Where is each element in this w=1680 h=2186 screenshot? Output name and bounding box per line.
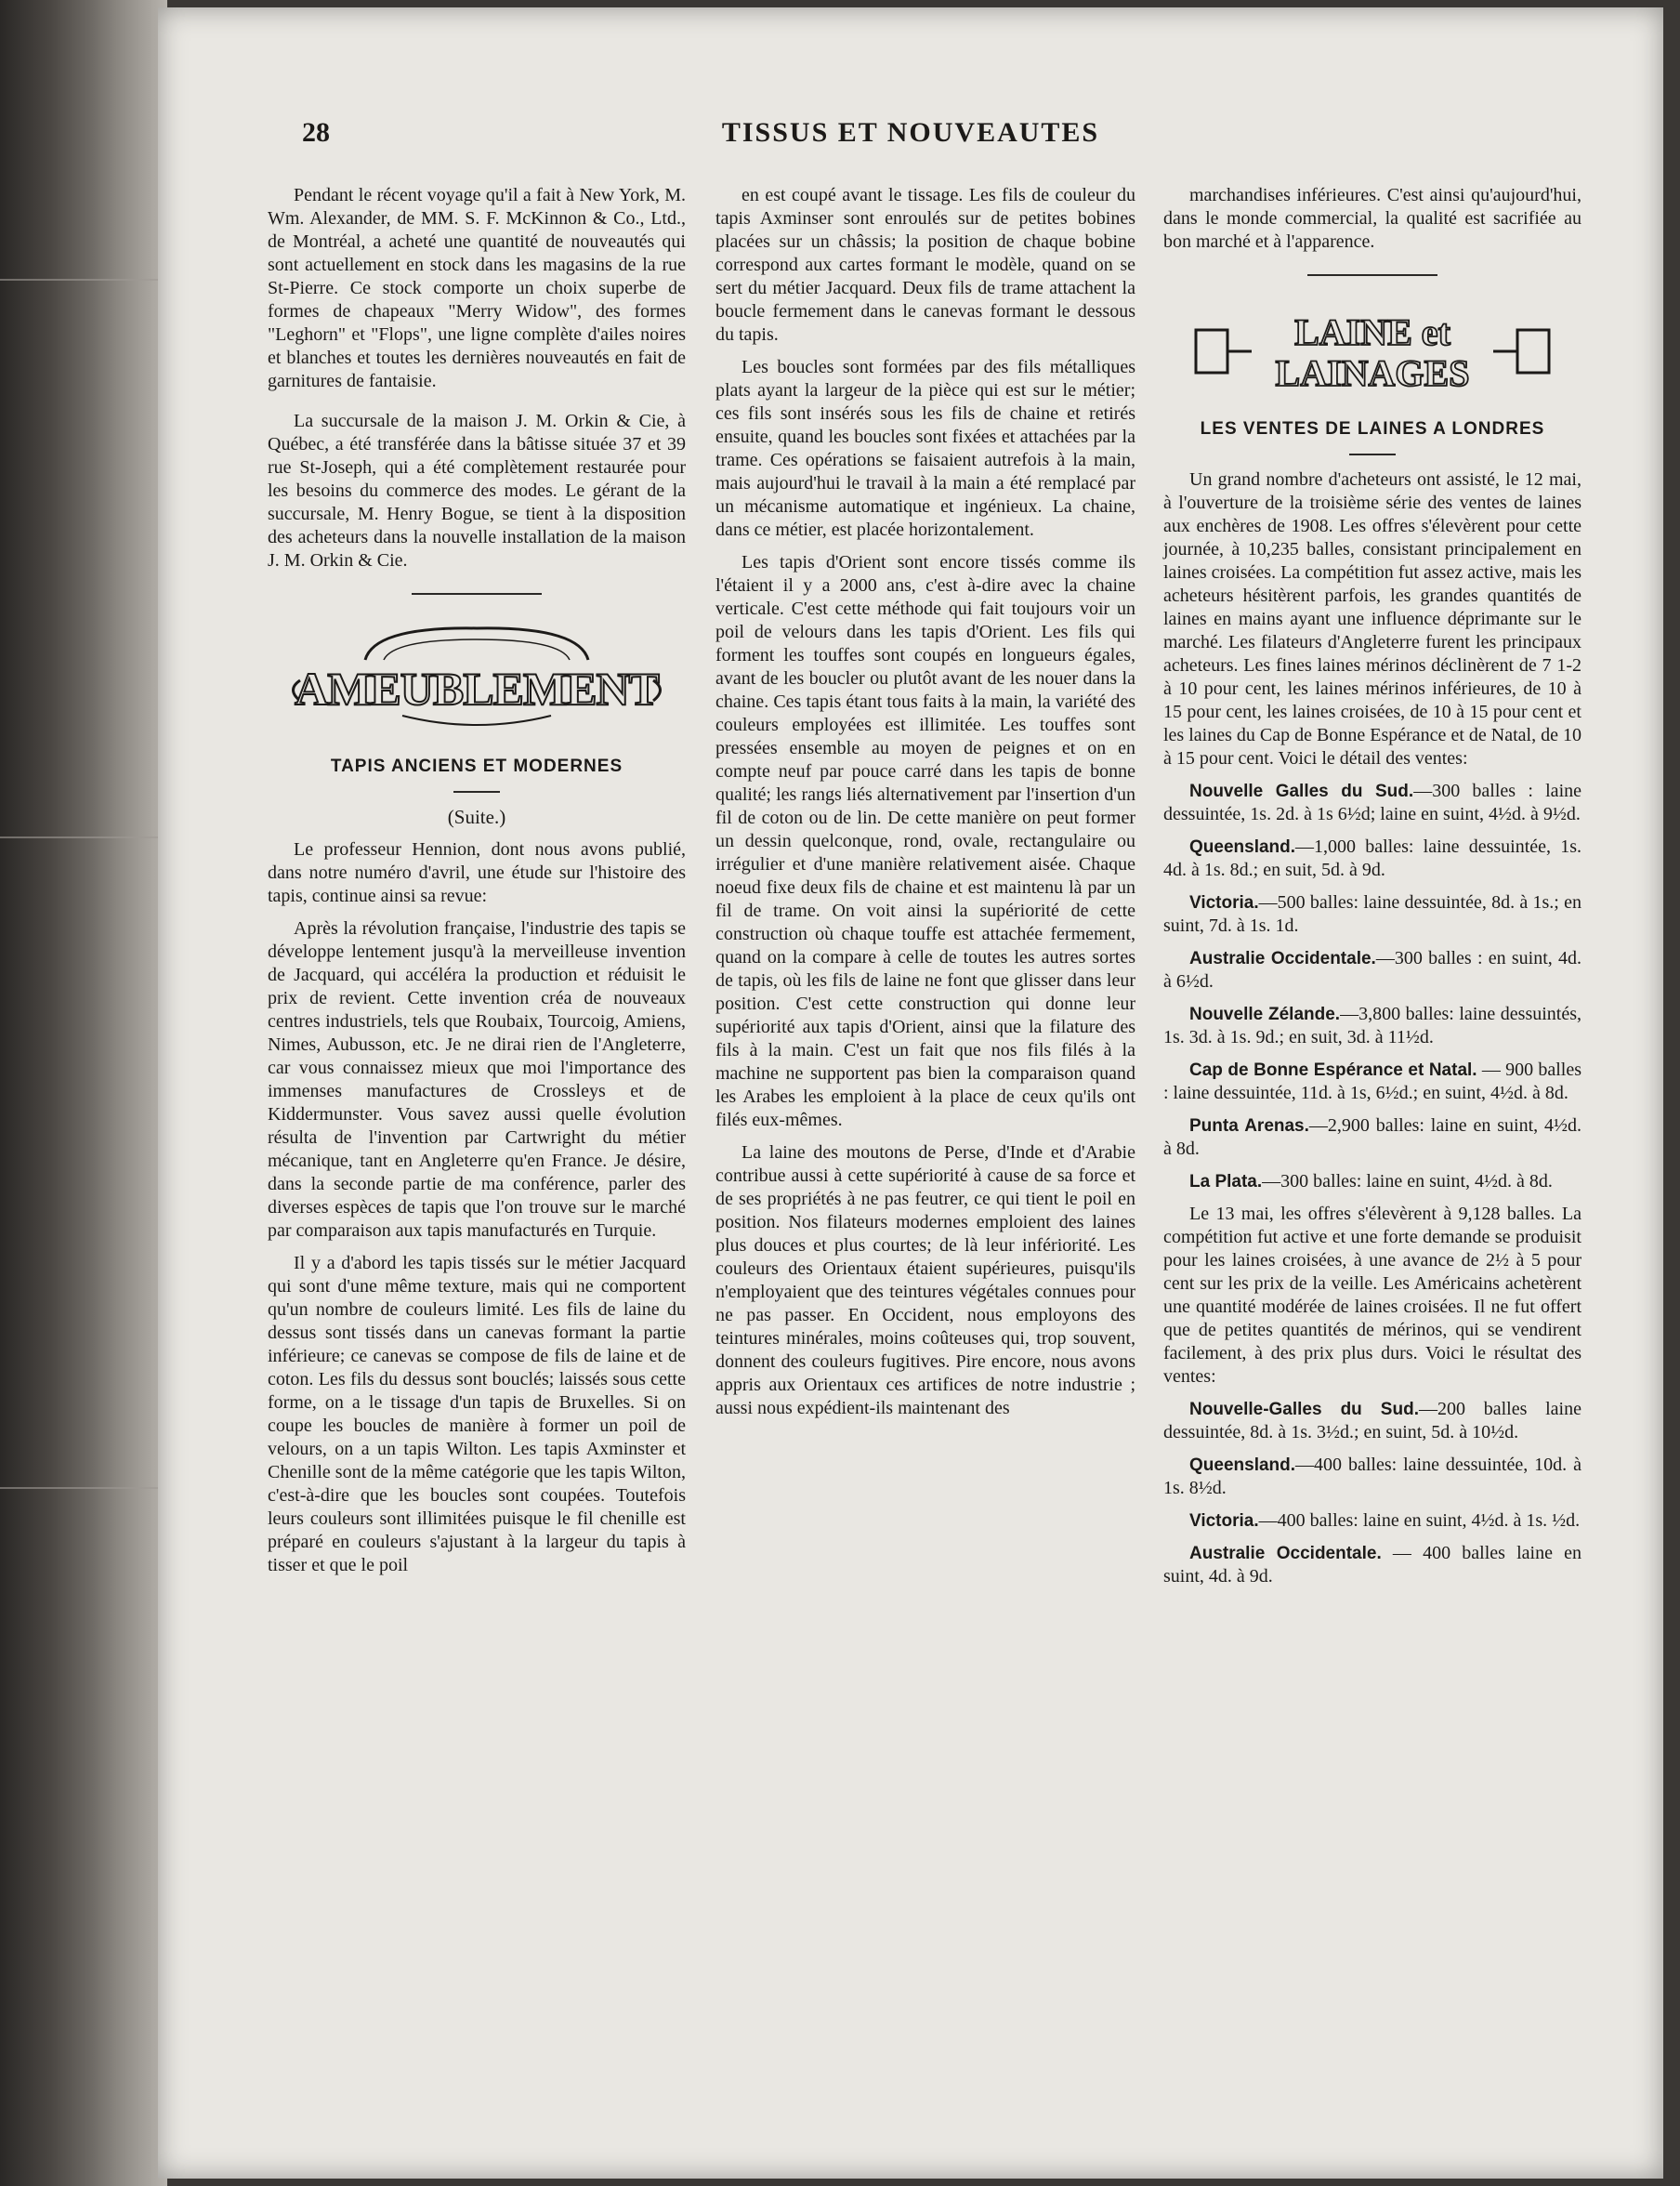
sales-detail: —200 balles laine dessuintée, 8d. à 1s. 3½d.; en suint, 5d. à 10½d. (1163, 1399, 1582, 1442)
divider (1307, 274, 1437, 276)
sales-entry (1163, 836, 1582, 882)
column-3 (1163, 184, 1582, 1598)
sales-detail: —400 balles: laine dessuintée, 10d. à 1s. 8½d. (1163, 1455, 1582, 1498)
running-title: TISSUS ET NOUVEAUTES (721, 117, 1100, 148)
suite-label: (Suite.) (447, 806, 506, 828)
page-edge (0, 279, 167, 281)
sales-entry (1163, 1170, 1582, 1193)
sales-detail: — 400 balles laine en suint, 4d. à 9d. (1163, 1543, 1582, 1587)
region-name: Punta Arenas. (1189, 1116, 1309, 1136)
banner-arch (365, 628, 588, 660)
sales-detail: —300 balles : en suint, 4d. à 6½d. (1163, 948, 1582, 992)
sales-detail: —500 balles: laine dessuintée, 8d. à 1s.; en suint, 7d. à 1s. 1d. (1163, 892, 1582, 936)
page-edge (0, 1487, 167, 1489)
sales-detail: — 900 balles : laine dessuintée, 11d. à 1s, 6½d.; en suint, 4½d. à 8d. (1163, 1060, 1582, 1103)
banner-flourish (402, 716, 551, 725)
page-edge (0, 836, 167, 838)
laine-et-lainages-banner (1187, 296, 1558, 408)
region-name: Victoria. (1189, 1511, 1259, 1531)
region-name: Nouvelle-Galles du Sud. (1189, 1400, 1419, 1419)
banner-end-left (1196, 330, 1227, 373)
region-name: Victoria. (1189, 893, 1259, 913)
paragraph: Un grand nombre d'acheteurs ont assisté, le 12 mai, à l'ouverture de la troisième série des ventes de laines aux enchères de 1908. Les offres s'élevèrent pour cette journée, à 10,235 balles, consistant principalement en laines croisées. La compétition fut assez active, mais les acheteurs hésitèrent parfois, les grandes quantités de laines en mains ayant une influence déprimante sur le marché. Les filateurs d'Angleterre furent les principaux acheteurs. Les fines laines mérinos déclinèrent de 7 1-2 à 10 pour cent, les laines mérinos inférieures, de 10 à 15 pour cent, les laines croisées, de 10 à 15 pour cent et les laines du Cap de Bonne Espérance et de Natal, de 10 à 15 pour cent. Voici le détail des ventes: (1163, 469, 1582, 769)
magazine-page (158, 7, 1663, 2179)
banner-line-1: LAINE et (1294, 311, 1450, 353)
book-binding (0, 0, 167, 2186)
paragraph: La succursale de la maison J. M. Orkin & Cie, à Québec, a été transférée dans la bâtisse située 37 et 39 rue St-Joseph, qui a été complètement restaurée pour les besoins du commerce des modes. Le gérant de la succursale, M. Henry Bogue, se tient à la disposition des acheteurs dans la nouvelle installation de la maison J. M. Orkin & Cie. (268, 411, 686, 571)
sales-entry (1163, 1542, 1582, 1588)
sales-entry (1163, 1454, 1582, 1500)
column-1 (268, 184, 686, 1587)
paragraph: Le professeur Hennion, dont nous avons publié, dans notre numéro d'avril, une étude sur l'histoire des tapis, continue ainsi sa revue: (268, 839, 686, 906)
region-name: La Plata. (1189, 1172, 1263, 1192)
section-title: LES VENTES DE LAINES A LONDRES (1200, 419, 1545, 439)
paragraph: La laine des moutons de Perse, d'Inde et d'Arabie contribue aussi à cette supériorité à cause de sa force et de ses propriétés à ne pas feutrer, ce qui tient le poil en position. Nos filateurs modernes emploient des laines plus douces et plus courtes; de là leur infériorité. Les couleurs des Orientaux étaient supérieures, puisqu'ils n'employaient que des teintures végétales connues pour ne pas passer. En Occident, nous employons des teintures minérales, moins coûteuses qui, trop souvent, donnent des couleurs fugitives. Pire encore, nous avons appris aux Orientaux ces artifices de notre industrie ; aussi nous expédient-ils maintenant des (715, 1142, 1135, 1418)
paragraph: Les boucles sont formées par des fils métalliques plats ayant la largeur de la pièce qui est sur le métier; ces fils sont insérés sous les fils de chaine et retirés ensuite, quand les boucles sont fixées et attachées par la trame. Ces opérations se faisaient autrefois à la main, mais aujourd'hui le travail à la main a été remplacé par un mécanisme automatique et ingénieux. La chaine, dans ce métier, est placée horizontalement. (715, 357, 1135, 540)
banner-end-right (1517, 330, 1549, 373)
paragraph: en est coupé avant le tissage. Les fils de couleur du tapis Axminser sont enroulés sur de petites bobines placées sur un châssis; la position de chaque bobine correspond aux cartes formant le modèle, quand on se sert du métier Jacquard. Deux fils de trame attachent la boucle fermement dans le canevas formant le dessous du tapis. (715, 185, 1135, 345)
banner-text: AMEUBLEMENT (295, 663, 659, 715)
paragraph: Les tapis d'Orient sont encore tissés comme ils l'étaient il y a 2000 ans, c'est à-dire avec la chaine verticale. C'est cette méthode qui fait toujours voir un poil de velours dans les tapis d'Orient. Les fils qui forment les touffes sont coupés en longueurs égales, avant de les boucler ou plutôt avant de les nouer dans la chaine. Ces tapis étant tous faits à la main, la variété des couleurs employées est illimitée. Les touffes sont pressées ensemble au moyen de peignes et on en compte neuf par pouce carré dans les tapis de bonne qualité; les rangs liés alternativement par l'insertion d'un fil de coton ou de lin. De cette manière on peut former un dessin quelconque, rond, ovale, rectangulaire ou irrégulier et d'une manière relativement aisée. Chaque noeud fixe deux fils de chaine et est maintenu là par un fil de trame. On voit ainsi la supériorité de cette construction où chaque touffe est attachée fermement, quand on la compare à celle de toutes les autres sortes de tapis, où les fils de laine ne font que glisser dans leur position. C'est cette construction qui donne leur supériorité aux tapis d'Orient, ainsi que la filature des fils à la main. C'est un fait que nos fils filés à la machine ne supportent pas bien la comparaison quand les Arabes les emploient à la place de ceux qu'ils ont filés eux-mêmes. (715, 552, 1135, 1130)
column-2 (715, 184, 1135, 1429)
sales-list-may-13 (1163, 1398, 1582, 1588)
sales-entry (1163, 947, 1582, 994)
divider (412, 593, 542, 595)
sales-detail: —300 balles : laine dessuintée, 1s. 2d. à 1s 6½d; laine en suint, 4½d. à 9½d. (1163, 781, 1582, 824)
section-title: TAPIS ANCIENS ET MODERNES (330, 757, 623, 776)
sales-entry (1163, 1114, 1582, 1161)
banner-arch-inner (384, 639, 570, 660)
divider (1349, 454, 1396, 455)
region-name: Nouvelle Galles du Sud. (1189, 782, 1414, 801)
region-name: Australie Occidentale. (1189, 1544, 1382, 1563)
paragraph: Le 13 mai, les offres s'élevèrent à 9,128 balles. La compétition fut active et une forte demande se produisit pour les laines croisées, à une avance de 2½ à 5 pour cent sur les prix de la veille. Les Américains achetèrent une quantité modérée de laines croisées. Il ne fut offert que de petites quantités de mérinos, qui se vendirent facilement, à des prix plus durs. Voici le résultat des ventes: (1163, 1204, 1582, 1387)
sales-detail: —1,000 balles: laine dessuintée, 1s. 4d. à 1s. 8d.; en suit, 5d. à 9d. (1163, 836, 1582, 880)
region-name: Nouvelle Zélande. (1189, 1005, 1341, 1024)
sales-detail: —3,800 balles: laine dessuintés, 1s. 3d. à 1s. 9d.; en suit, 3d. à 11½d. (1163, 1004, 1582, 1047)
ameublement-banner (282, 615, 672, 745)
sales-detail: —300 balles: laine en suint, 4½d. à 8d. (1262, 1171, 1553, 1192)
paragraph: Pendant le récent voyage qu'il a fait à New York, M. Wm. Alexander, de MM. S. F. McKinnon & Co., Ltd., de Montréal, a acheté une quantité de nouveautés qui sont actuellement en stock dans les magasins de la rue St-Pierre. Ce stock comporte un choix superbe de formes de chapeaux "Merry Widow", des formes "Leghorn" et "Flops", une ligne complète d'ailes noires et blanches et toutes les dernières nouveautés en fait de garnitures de fantaisie. (268, 185, 686, 391)
sales-detail: —400 balles: laine en suint, 4½d. à 1s. ½d. (1258, 1510, 1581, 1531)
sales-entry (1163, 1509, 1582, 1533)
sales-detail: —2,900 balles: laine en suint, 4½d. à 8d. (1163, 1115, 1582, 1159)
paragraph: Après la révolution française, l'industrie des tapis se développe lentement jusqu'à la merveilleuse invention de Jacquard, qui accéléra la production et réduisit le prix de revient. Cette invention créa de nouveaux centres industriels, tels que Roubaix, Tourcoig, Amiens, Nimes, Aubusson, etc. Je ne dirai rien de l'Angleterre, car vous connaissez mieux que moi l'importance des immenses manufactures de Crossleys et de Kiddermunster. Vous savez aussi quelle évolution résulta de l'invention par Cartwright du métier mécanique, tant en Angleterre qu'en France. Je désire, dans la seconde partie de ma conférence, parler des diverses espèces de tapis que l'on trouve sur le marché par comparaison aux tapis manufacturés en Turquie. (268, 918, 686, 1241)
sales-entry (1163, 780, 1582, 826)
sales-entry (1163, 1398, 1582, 1444)
sales-entry (1163, 1059, 1582, 1105)
sales-entry (1163, 1003, 1582, 1049)
divider (453, 791, 500, 793)
region-name: Australie Occidentale. (1189, 949, 1376, 968)
region-name: Queensland. (1189, 1455, 1296, 1475)
paragraph: marchandises inférieures. C'est ainsi qu'aujourd'hui, dans le monde commercial, la qualité est sacrifiée au bon marché et à l'apparence. (1163, 185, 1582, 252)
banner-line-2: LAINAGES (1275, 352, 1470, 394)
region-name: Queensland. (1189, 837, 1296, 857)
paragraph: Il y a d'abord les tapis tissés sur le métier Jacquard qui sont d'une même texture, mais qui ne comportent qu'un nombre de couleurs limité. Les fils de laine du dessus sont tissés dans un canevas formant la partie inférieure; ce canevas se compose de fils de laine et de coton. Les fils du dessus sont bouclés; laissés sous cette forme, on a le tissage d'un tapis de Bruxelles. Si on coupe les boucles de manière à former un poil de velours, on a un tapis Wilton. Les tapis Axminster et Chenille sont de la même catégorie que les tapis Wilton, c'est-à-dire que les boucles sont coupées. Toutefois leurs couleurs sont illimitées puisque le fil chenille est préparé en couleurs s'ajustant à la largeur du tapis à tisser et que le poil (268, 1253, 686, 1575)
page-number: 28 (302, 117, 330, 148)
region-name: Cap de Bonne Espérance et Natal. (1189, 1060, 1477, 1080)
sales-entry (1163, 891, 1582, 938)
sales-list-may-12 (1163, 780, 1582, 1193)
